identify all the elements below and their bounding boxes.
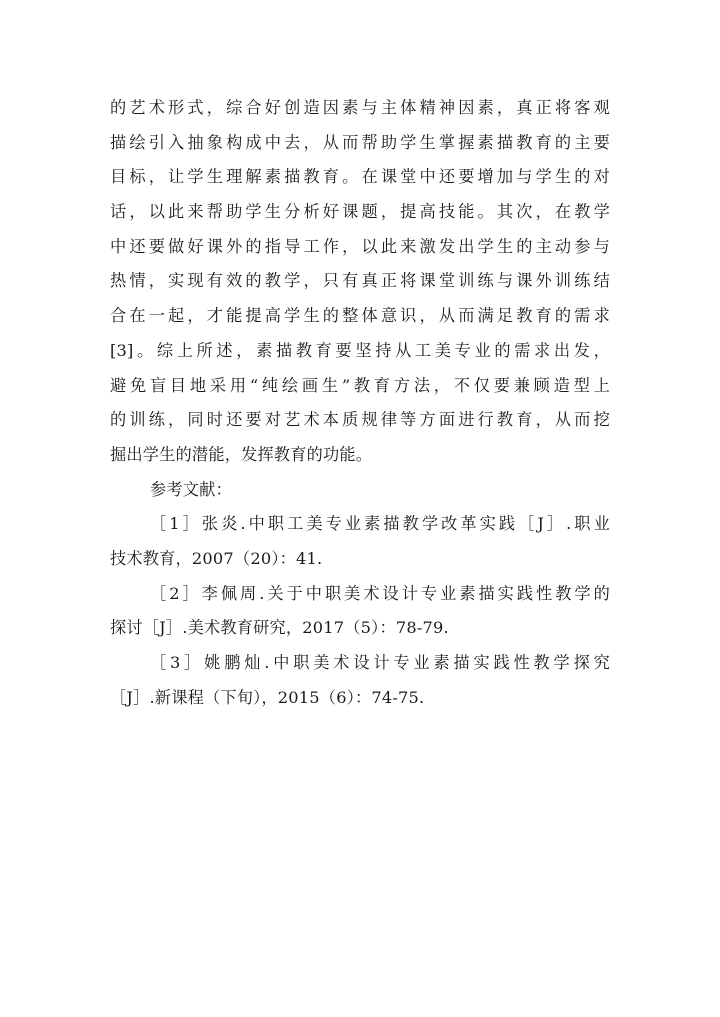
reference-line: 探讨［J］.美术教育研究，2017（5）：78-79. <box>110 618 449 638</box>
body-line: 热情，实现有效的教学，只有真正将课堂训练与课外训练结 <box>110 271 610 291</box>
body-line: 话，以此来帮助学生分析好课题，提高技能。其次，在教学 <box>110 202 610 222</box>
body-line: 目标，让学生理解素描教育。在课堂中还要增加与学生的对 <box>110 167 610 187</box>
reference-line: ［J］.新课程（下旬），2015（6）：74-75. <box>110 687 425 707</box>
references-heading: 参考文献： <box>150 479 232 499</box>
reference-item <box>110 646 610 715</box>
body-paragraph <box>110 91 610 473</box>
reference-item <box>110 507 610 576</box>
body-line: 的训练，同时还要对艺术本质规律等方面进行教育，从而挖 <box>110 410 610 430</box>
body-line: 描绘引入抽象构成中去，从而帮助学生掌握素描教育的主要 <box>110 132 610 152</box>
body-line: [3]。综上所述，素描教育要坚持从工美专业的需求出发， <box>110 340 610 360</box>
document-page <box>110 91 610 715</box>
reference-line: ［2］李佩周.关于中职美术设计专业素描实践性教学的 <box>150 583 610 603</box>
reference-line: 技术教育，2007（20）：41. <box>110 548 323 568</box>
body-line: 避免盲目地采用“纯绘画生”教育方法，不仅要兼顾造型上 <box>110 375 610 395</box>
body-line: 掘出学生的潜能，发挥教育的功能。 <box>110 444 373 464</box>
reference-line: ［3］姚鹏灿.中职美术设计专业素描实践性教学探究 <box>150 653 610 672</box>
body-line: 中还要做好课外的指导工作，以此来激发出学生的主动参与 <box>110 236 610 256</box>
body-line: 合在一起，才能提高学生的整体意识，从而满足教育的需求 <box>110 306 610 326</box>
reference-item <box>110 577 610 646</box>
body-line: 的艺术形式，综合好创造因素与主体精神因素，真正将客观 <box>110 98 610 117</box>
reference-line: ［1］张炎.中职工美专业素描教学改革实践［J］.职业 <box>150 514 610 534</box>
